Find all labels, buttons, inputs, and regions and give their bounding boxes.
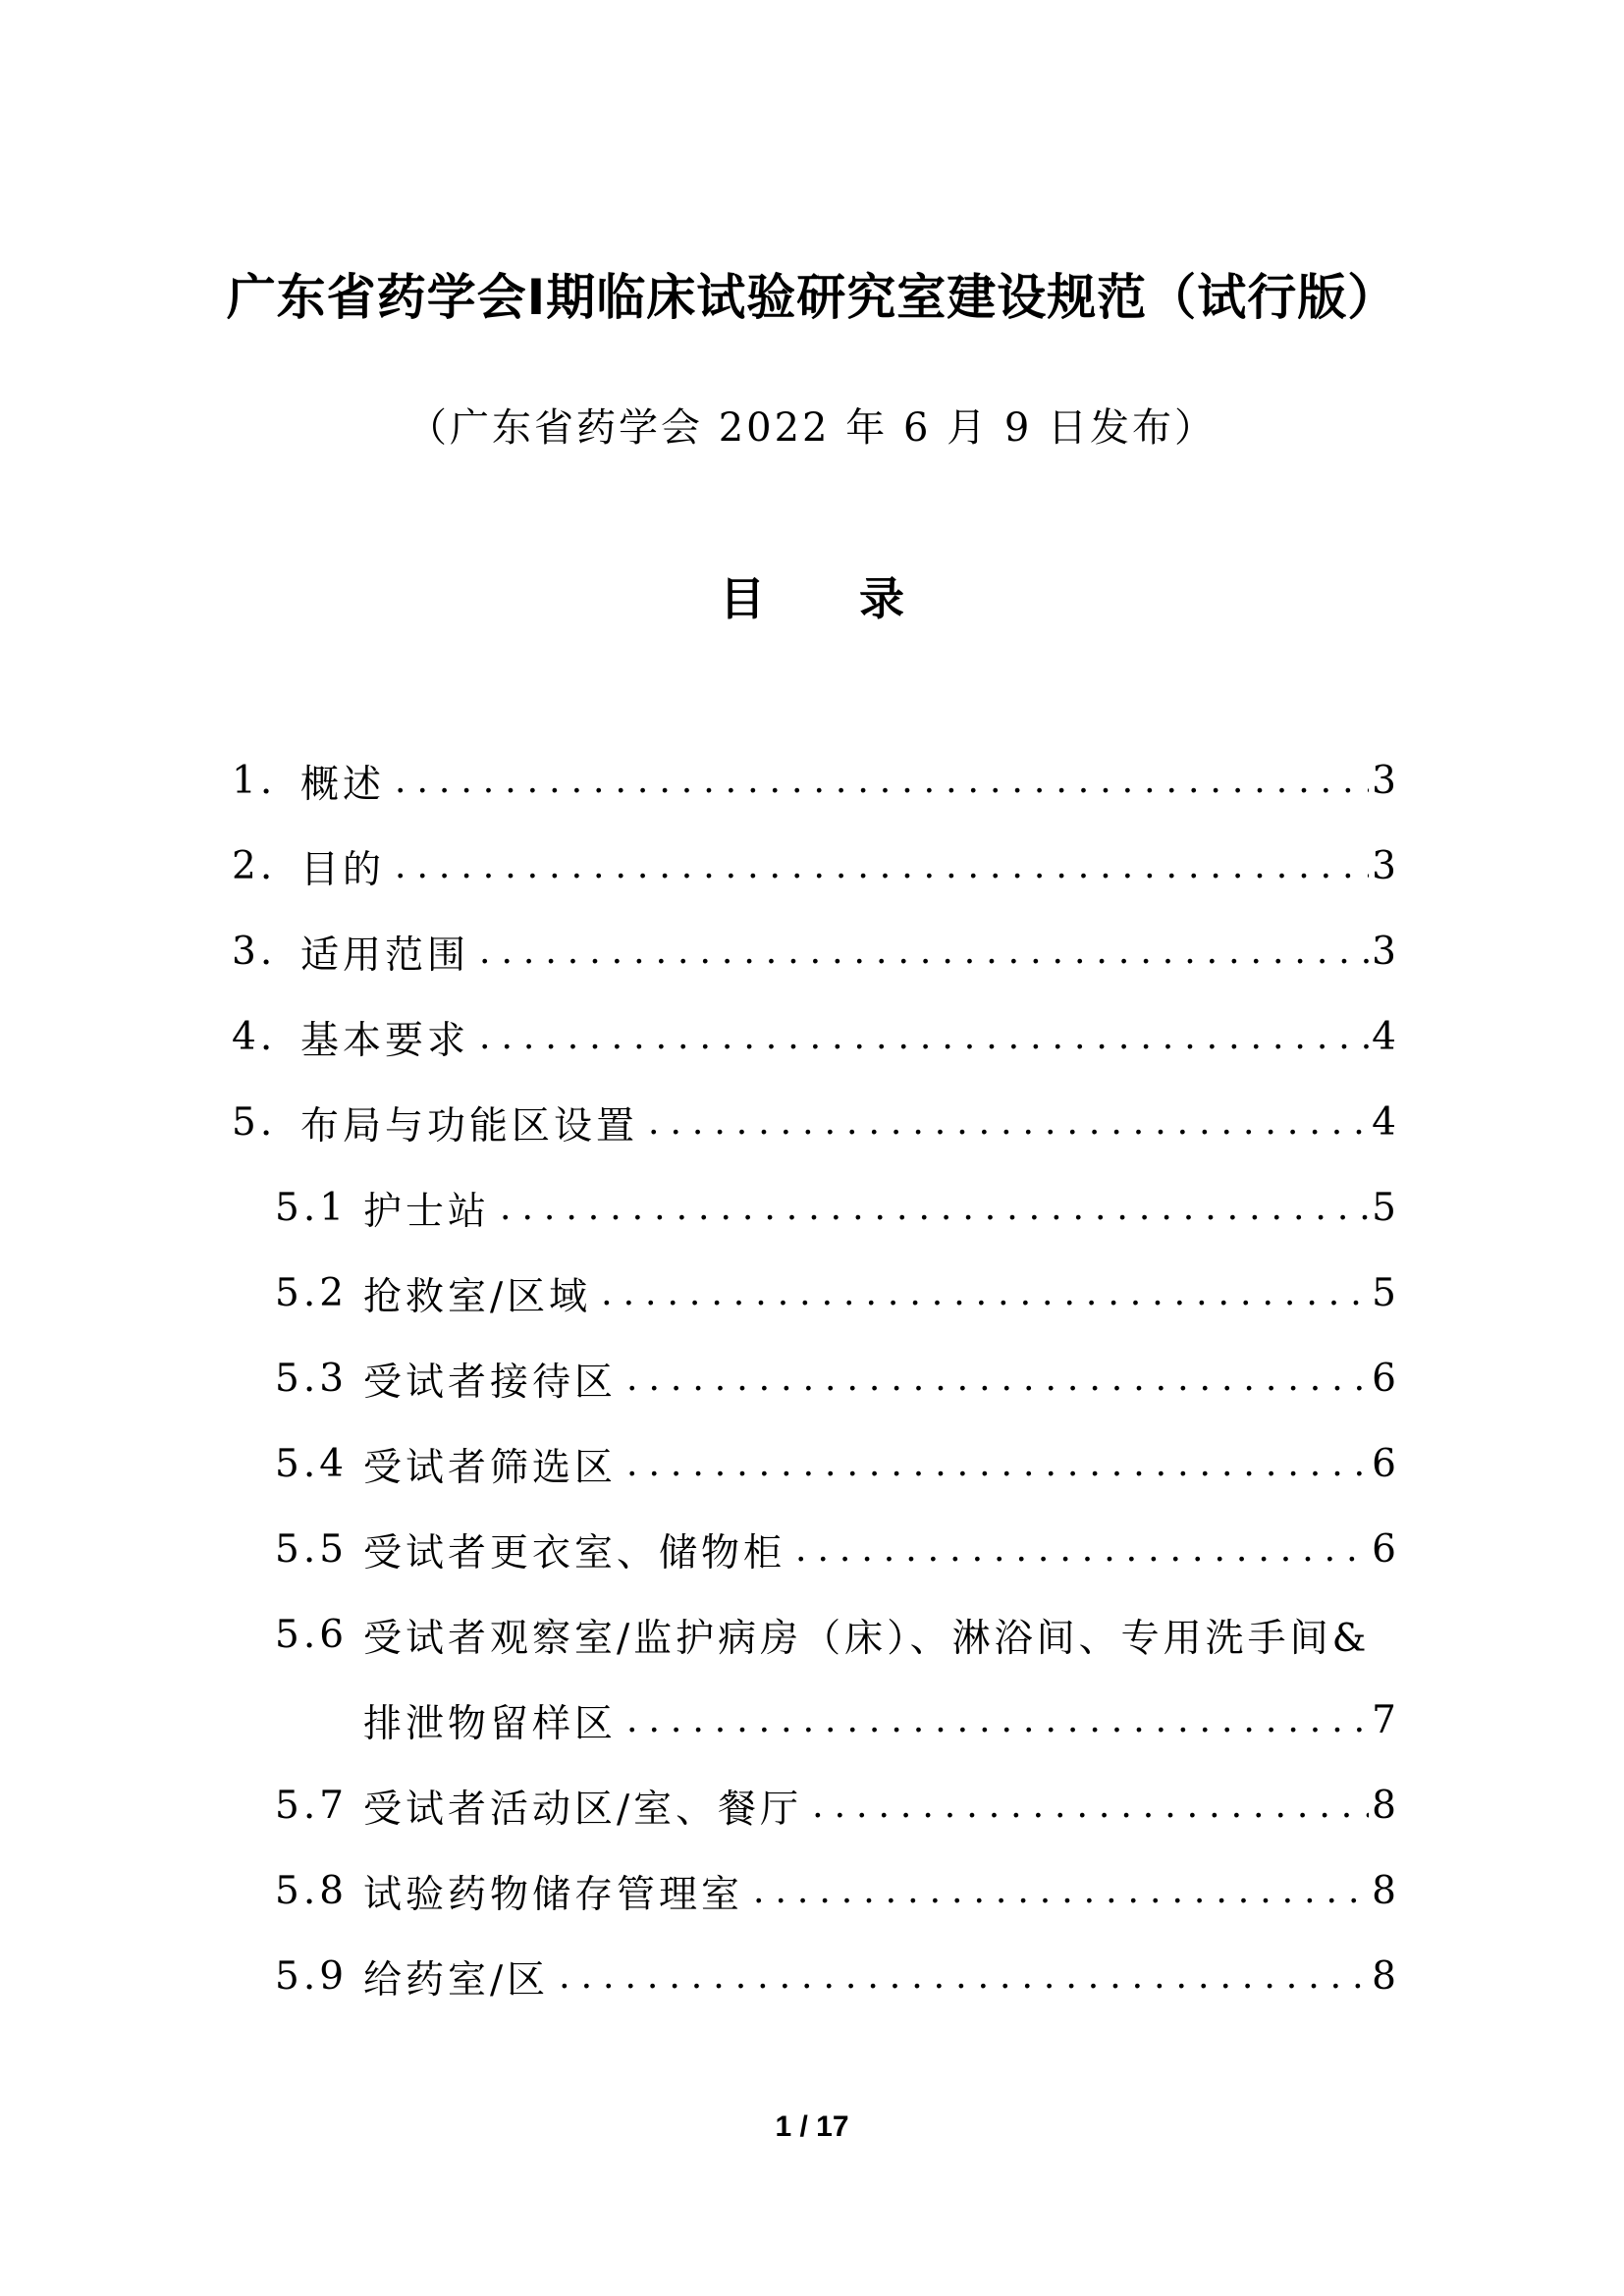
- toc-entry-page: 8: [1372, 1954, 1396, 1999]
- toc-entry-label: 适用范围: [300, 933, 470, 978]
- toc-entry-label: 基本要求: [300, 1018, 470, 1063]
- document-title: 广东省药学会Ⅰ期临床试验研究室建设规范（试行版）: [226, 269, 1398, 326]
- toc-dot-leader: [469, 932, 1369, 972]
- toc-dot-leader: [617, 1444, 1369, 1484]
- toc-entry-number: 5.3: [275, 1357, 349, 1401]
- toc-dot-leader: [617, 1359, 1369, 1399]
- toc-entry-page: 6: [1372, 1357, 1396, 1401]
- toc-dot-leader: [385, 761, 1369, 801]
- toc-entry-number: 4.: [232, 1015, 277, 1059]
- toc-entry-page: 4: [1372, 1100, 1396, 1145]
- toc-dot-leader: [785, 1529, 1369, 1570]
- toc-dot-leader: [549, 1956, 1369, 1997]
- toc-entry-5-5[interactable]: [232, 1507, 1396, 1592]
- toc-entry-3[interactable]: [232, 909, 1396, 994]
- toc-entry-label: 布局与功能区设置: [300, 1103, 639, 1148]
- toc-dot-leader: [490, 1188, 1369, 1228]
- toc-entry-label-continued: 排泄物留样区: [363, 1701, 618, 1746]
- toc-entry-label: 受试者接待区: [363, 1360, 618, 1405]
- toc-entry-label: 抢救室/区域: [363, 1274, 592, 1319]
- toc-entry-label: 受试者更衣室、储物柜: [363, 1530, 786, 1575]
- toc-entry-5-8[interactable]: [232, 1848, 1396, 1934]
- toc-entry-page: 8: [1372, 1869, 1396, 1913]
- toc-entry-page: 3: [1372, 930, 1396, 974]
- toc-entry-label: 目的: [300, 847, 386, 892]
- toc-entry-5-9[interactable]: [232, 1934, 1396, 2019]
- toc-dot-leader: [743, 1871, 1369, 1911]
- toc-entry-5-6[interactable]: [232, 1592, 1396, 1678]
- toc-entry-5-2[interactable]: [232, 1251, 1396, 1336]
- toc-entry-page: 3: [1372, 844, 1396, 888]
- toc-entry-number: 5.7: [275, 1784, 349, 1828]
- toc-entry-number: 5.9: [275, 1954, 349, 1999]
- toc-entry-2[interactable]: [232, 824, 1396, 909]
- toc-entry-page: 4: [1372, 1015, 1396, 1059]
- toc-entry-label: 给药室/区: [363, 1957, 550, 2002]
- toc-entry-5-6-continued[interactable]: [232, 1678, 1396, 1763]
- toc-entry-label: 试验药物储存管理室: [363, 1872, 744, 1917]
- toc-entry-number: 5.4: [275, 1442, 349, 1486]
- toc-entry-5-7[interactable]: [232, 1763, 1396, 1848]
- toc-entry-label: 概述: [300, 762, 386, 807]
- toc-entry-number: 1.: [232, 759, 277, 803]
- toc-entry-4[interactable]: [232, 994, 1396, 1080]
- toc-dot-leader: [638, 1102, 1369, 1143]
- toc-dot-leader: [469, 1017, 1369, 1057]
- toc-entry-number: 5.: [232, 1100, 277, 1145]
- page-number-indicator: 1 / 17: [775, 2110, 849, 2143]
- toc-entry-number: 5.2: [275, 1271, 349, 1315]
- toc-entry-number: 5.8: [275, 1869, 349, 1913]
- toc-entry-number: 5.1: [275, 1186, 349, 1230]
- document-subtitle: （广东省药学会 2022 年 6 月 9 日发布）: [407, 405, 1217, 451]
- table-of-contents: [232, 738, 1396, 2019]
- toc-dot-leader: [617, 1700, 1369, 1740]
- toc-entry-page: 6: [1372, 1527, 1396, 1572]
- toc-entry-label: 受试者观察室/监护病房（床）、淋浴间、专用洗手间&: [363, 1616, 1371, 1661]
- toc-entry-1[interactable]: [232, 738, 1396, 824]
- toc-entry-page: 5: [1372, 1186, 1396, 1230]
- toc-dot-leader: [802, 1786, 1369, 1826]
- toc-dot-leader: [385, 846, 1369, 886]
- toc-entry-page: 8: [1372, 1784, 1396, 1828]
- toc-entry-5[interactable]: [232, 1080, 1396, 1165]
- toc-entry-page: 6: [1372, 1442, 1396, 1486]
- toc-entry-label: 受试者筛选区: [363, 1445, 618, 1490]
- toc-entry-5-4[interactable]: [232, 1421, 1396, 1507]
- toc-entry-page: 5: [1372, 1271, 1396, 1315]
- toc-dot-leader: [591, 1273, 1369, 1313]
- toc-entry-page: 3: [1372, 759, 1396, 803]
- toc-entry-5-1[interactable]: [232, 1165, 1396, 1251]
- toc-entry-number: 5.5: [275, 1527, 349, 1572]
- toc-entry-label: 受试者活动区/室、餐厅: [363, 1787, 803, 1832]
- toc-heading: 目 录: [719, 572, 944, 625]
- toc-entry-number: 2.: [232, 844, 277, 888]
- toc-entry-label: 护士站: [363, 1189, 491, 1234]
- toc-entry-5-3[interactable]: [232, 1336, 1396, 1421]
- toc-entry-page: 7: [1372, 1698, 1396, 1742]
- toc-entry-number: 5.6: [275, 1613, 349, 1657]
- toc-entry-number: 3.: [232, 930, 277, 974]
